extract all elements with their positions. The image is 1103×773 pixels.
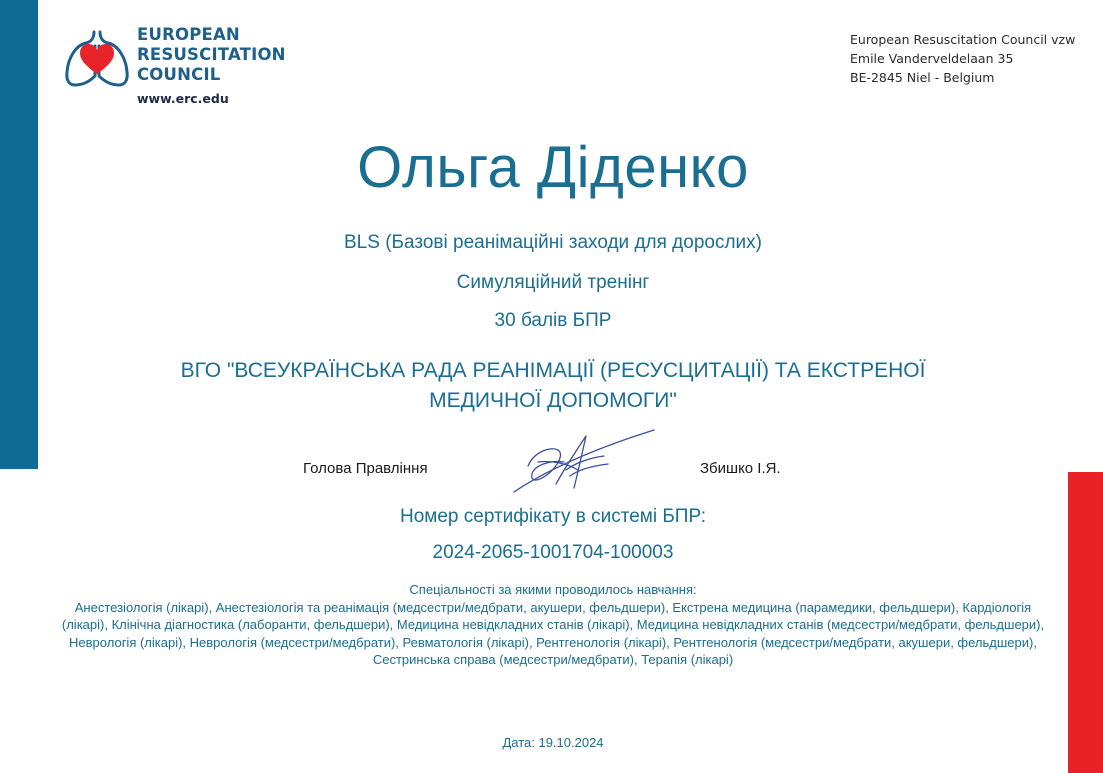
lungs-heart-icon xyxy=(64,24,130,90)
specialties-list: Анестезіологія (лікарі), Анестезіологія та реанімація (медсестри/медбрати, акушери, фельдшери), Екстрена медицина (парамедики, фельдшери), Кардіологія (лікарі), Клінічна діагностика (лаборанти, фельдшери), Медицина невідкладних станів (лікарі), Медицина невідкладних станів (медсестри/медбрати, фельдшери), Неврологія (лікарі), Неврологія (медсестри/медбрати), Ревматологія (лікарі), Рентгенологія (лікарі), Рентгенологія (медсестри/медбрати, акушери, фельдшери), Сестринська справа (медсестри/медбрати), Терапія (лікарі) xyxy=(61,599,1045,667)
course-name: BLS (Базові реанімаційні заходи для дорослих) xyxy=(344,232,762,253)
heart-shape xyxy=(80,44,114,74)
erc-logo xyxy=(64,24,294,110)
training-type: Симуляційний тренінг xyxy=(456,272,650,293)
address-line-1: European Resuscitation Council vzw xyxy=(850,32,1076,47)
recipient-name: Ольга Діденко xyxy=(357,135,749,200)
specialties-label: Спеціальності за якими проводилось навчання: xyxy=(409,582,697,597)
logo-wordmark xyxy=(137,25,286,85)
organization-line-1: ВГО "ВСЕУКРАЇНСЬКА РАДА РЕАНІМАЦІЇ (РЕСУСЦИТАЦІЇ) ТА ЕКСТРЕНОЇ xyxy=(180,359,926,382)
organization-line-2: МЕДИЧНОЇ ДОПОМОГИ" xyxy=(429,389,677,412)
logo-url[interactable]: www.erc.edu xyxy=(137,91,229,106)
right-accent-bar xyxy=(1068,472,1103,773)
certificate-number: 2024-2065-1001704-100003 xyxy=(432,542,674,563)
logo-line-1: EUROPEAN xyxy=(137,25,240,44)
organization-name xyxy=(40,356,1066,416)
address-block xyxy=(850,30,1075,87)
signatory-name: Збишко І.Я. xyxy=(700,460,781,477)
certificate-date: Дата: 19.10.2024 xyxy=(502,735,604,750)
certificate-number-label: Номер сертифікату в системі БПР: xyxy=(400,506,706,527)
signatory-title: Голова Правління xyxy=(303,460,428,477)
logo-line-2: RESUSCITATION xyxy=(137,45,286,64)
address-line-3: BE-2845 Niel - Belgium xyxy=(850,70,995,85)
address-line-2: Emile Vanderveldelaan 35 xyxy=(850,51,1014,66)
specialties-block xyxy=(40,581,1066,669)
signature-image xyxy=(508,426,658,498)
logo-line-3: COUNCIL xyxy=(137,65,221,84)
left-accent-bar xyxy=(0,0,38,469)
credit-points: 30 балів БПР xyxy=(494,310,612,331)
